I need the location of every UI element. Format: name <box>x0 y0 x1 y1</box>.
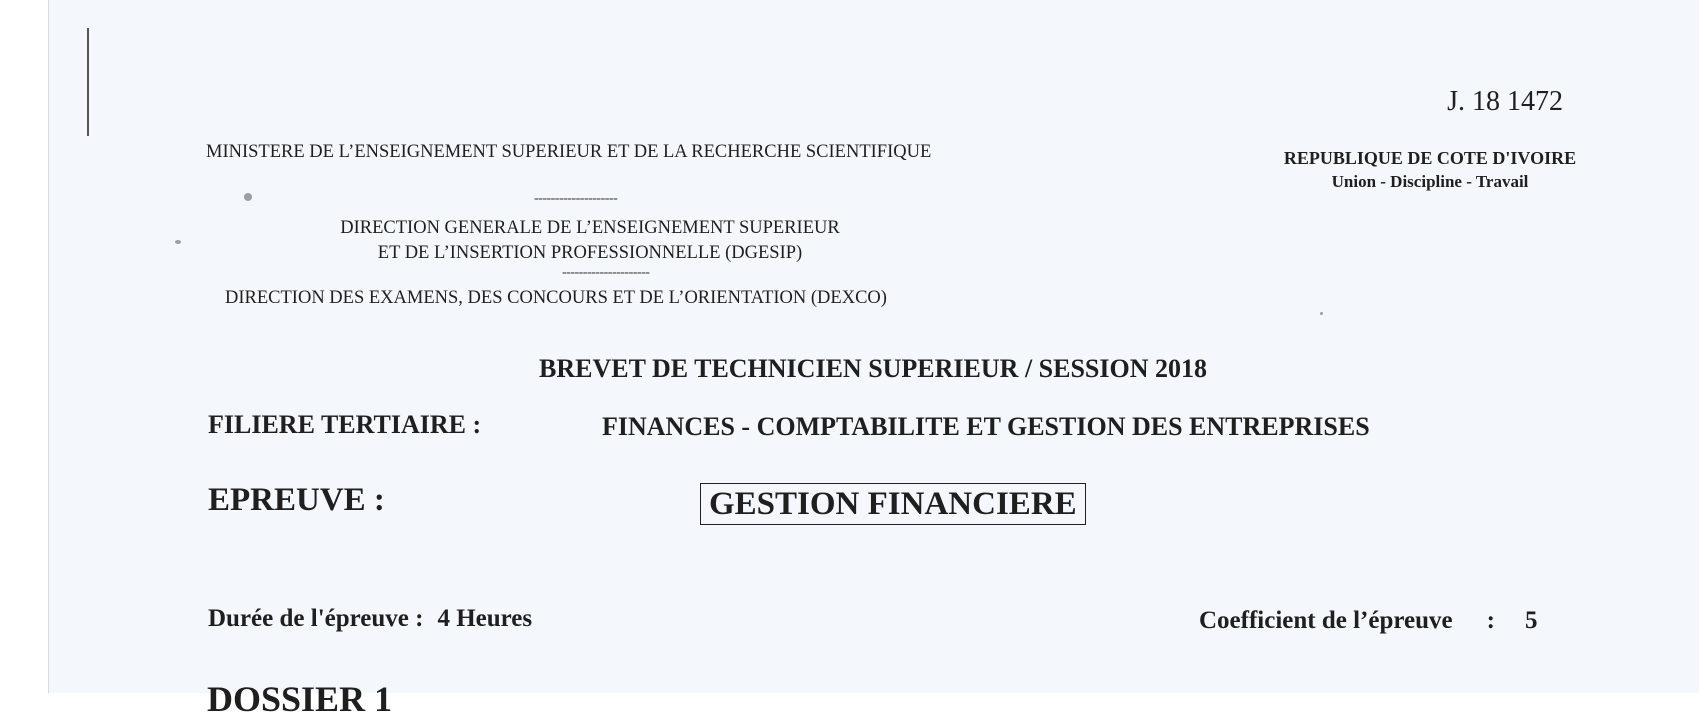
national-motto: Union - Discipline - Travail <box>1331 172 1529 191</box>
direction-generale-line-2: ET DE L’INSERTION PROFESSIONNELLE (DGESIP) <box>377 243 803 263</box>
epreuve-subject-box: GESTION FINANCIERE <box>700 483 1086 525</box>
scan-speck <box>1320 312 1323 315</box>
scan-speck <box>175 240 181 244</box>
country-header <box>1270 147 1590 193</box>
coefficient-value: 5 <box>1524 607 1538 634</box>
separator-line: --------------------- <box>562 265 650 280</box>
exam-title: BREVET DE TECHNICIEN SUPERIEUR / SESSION 2018 <box>539 354 1208 383</box>
document-reference: J. 18 1472 <box>1447 86 1563 117</box>
binding-mark <box>87 28 89 136</box>
duration-label: Durée de l'épreuve : <box>208 605 424 632</box>
ministry-name: MINISTERE DE L’ENSEIGNEMENT SUPERIEUR ET DE LA RECHERCHE SCIENTIFIQUE <box>206 142 932 162</box>
filiere-label: FILIERE TERTIAIRE : <box>208 410 482 439</box>
coefficient-label: Coefficient de l’épreuve <box>1199 607 1453 634</box>
direction-examens: DIRECTION DES EXAMENS, DES CONCOURS ET DE L’ORIENTATION (DEXCO) <box>225 288 887 308</box>
coefficient-separator: : <box>1486 607 1495 634</box>
dossier-heading: DOSSIER 1 <box>207 679 393 719</box>
filiere-value: FINANCES - COMPTABILITE ET GESTION DES ENTREPRISES <box>602 412 1370 441</box>
page-left-margin <box>0 0 48 693</box>
scan-speck <box>244 193 252 201</box>
separator-line: -------------------- <box>534 191 618 206</box>
country-name: REPUBLIQUE DE COTE D'IVOIRE <box>1283 148 1577 168</box>
coefficient <box>1199 607 1537 635</box>
epreuve-label: EPREUVE : <box>208 482 385 518</box>
direction-generale-line-1: DIRECTION GENERALE DE L’ENSEIGNEMENT SUPERIEUR <box>340 218 840 238</box>
duration-value: 4 Heures <box>437 605 533 632</box>
duration <box>208 605 532 633</box>
direction-generale <box>220 216 960 266</box>
